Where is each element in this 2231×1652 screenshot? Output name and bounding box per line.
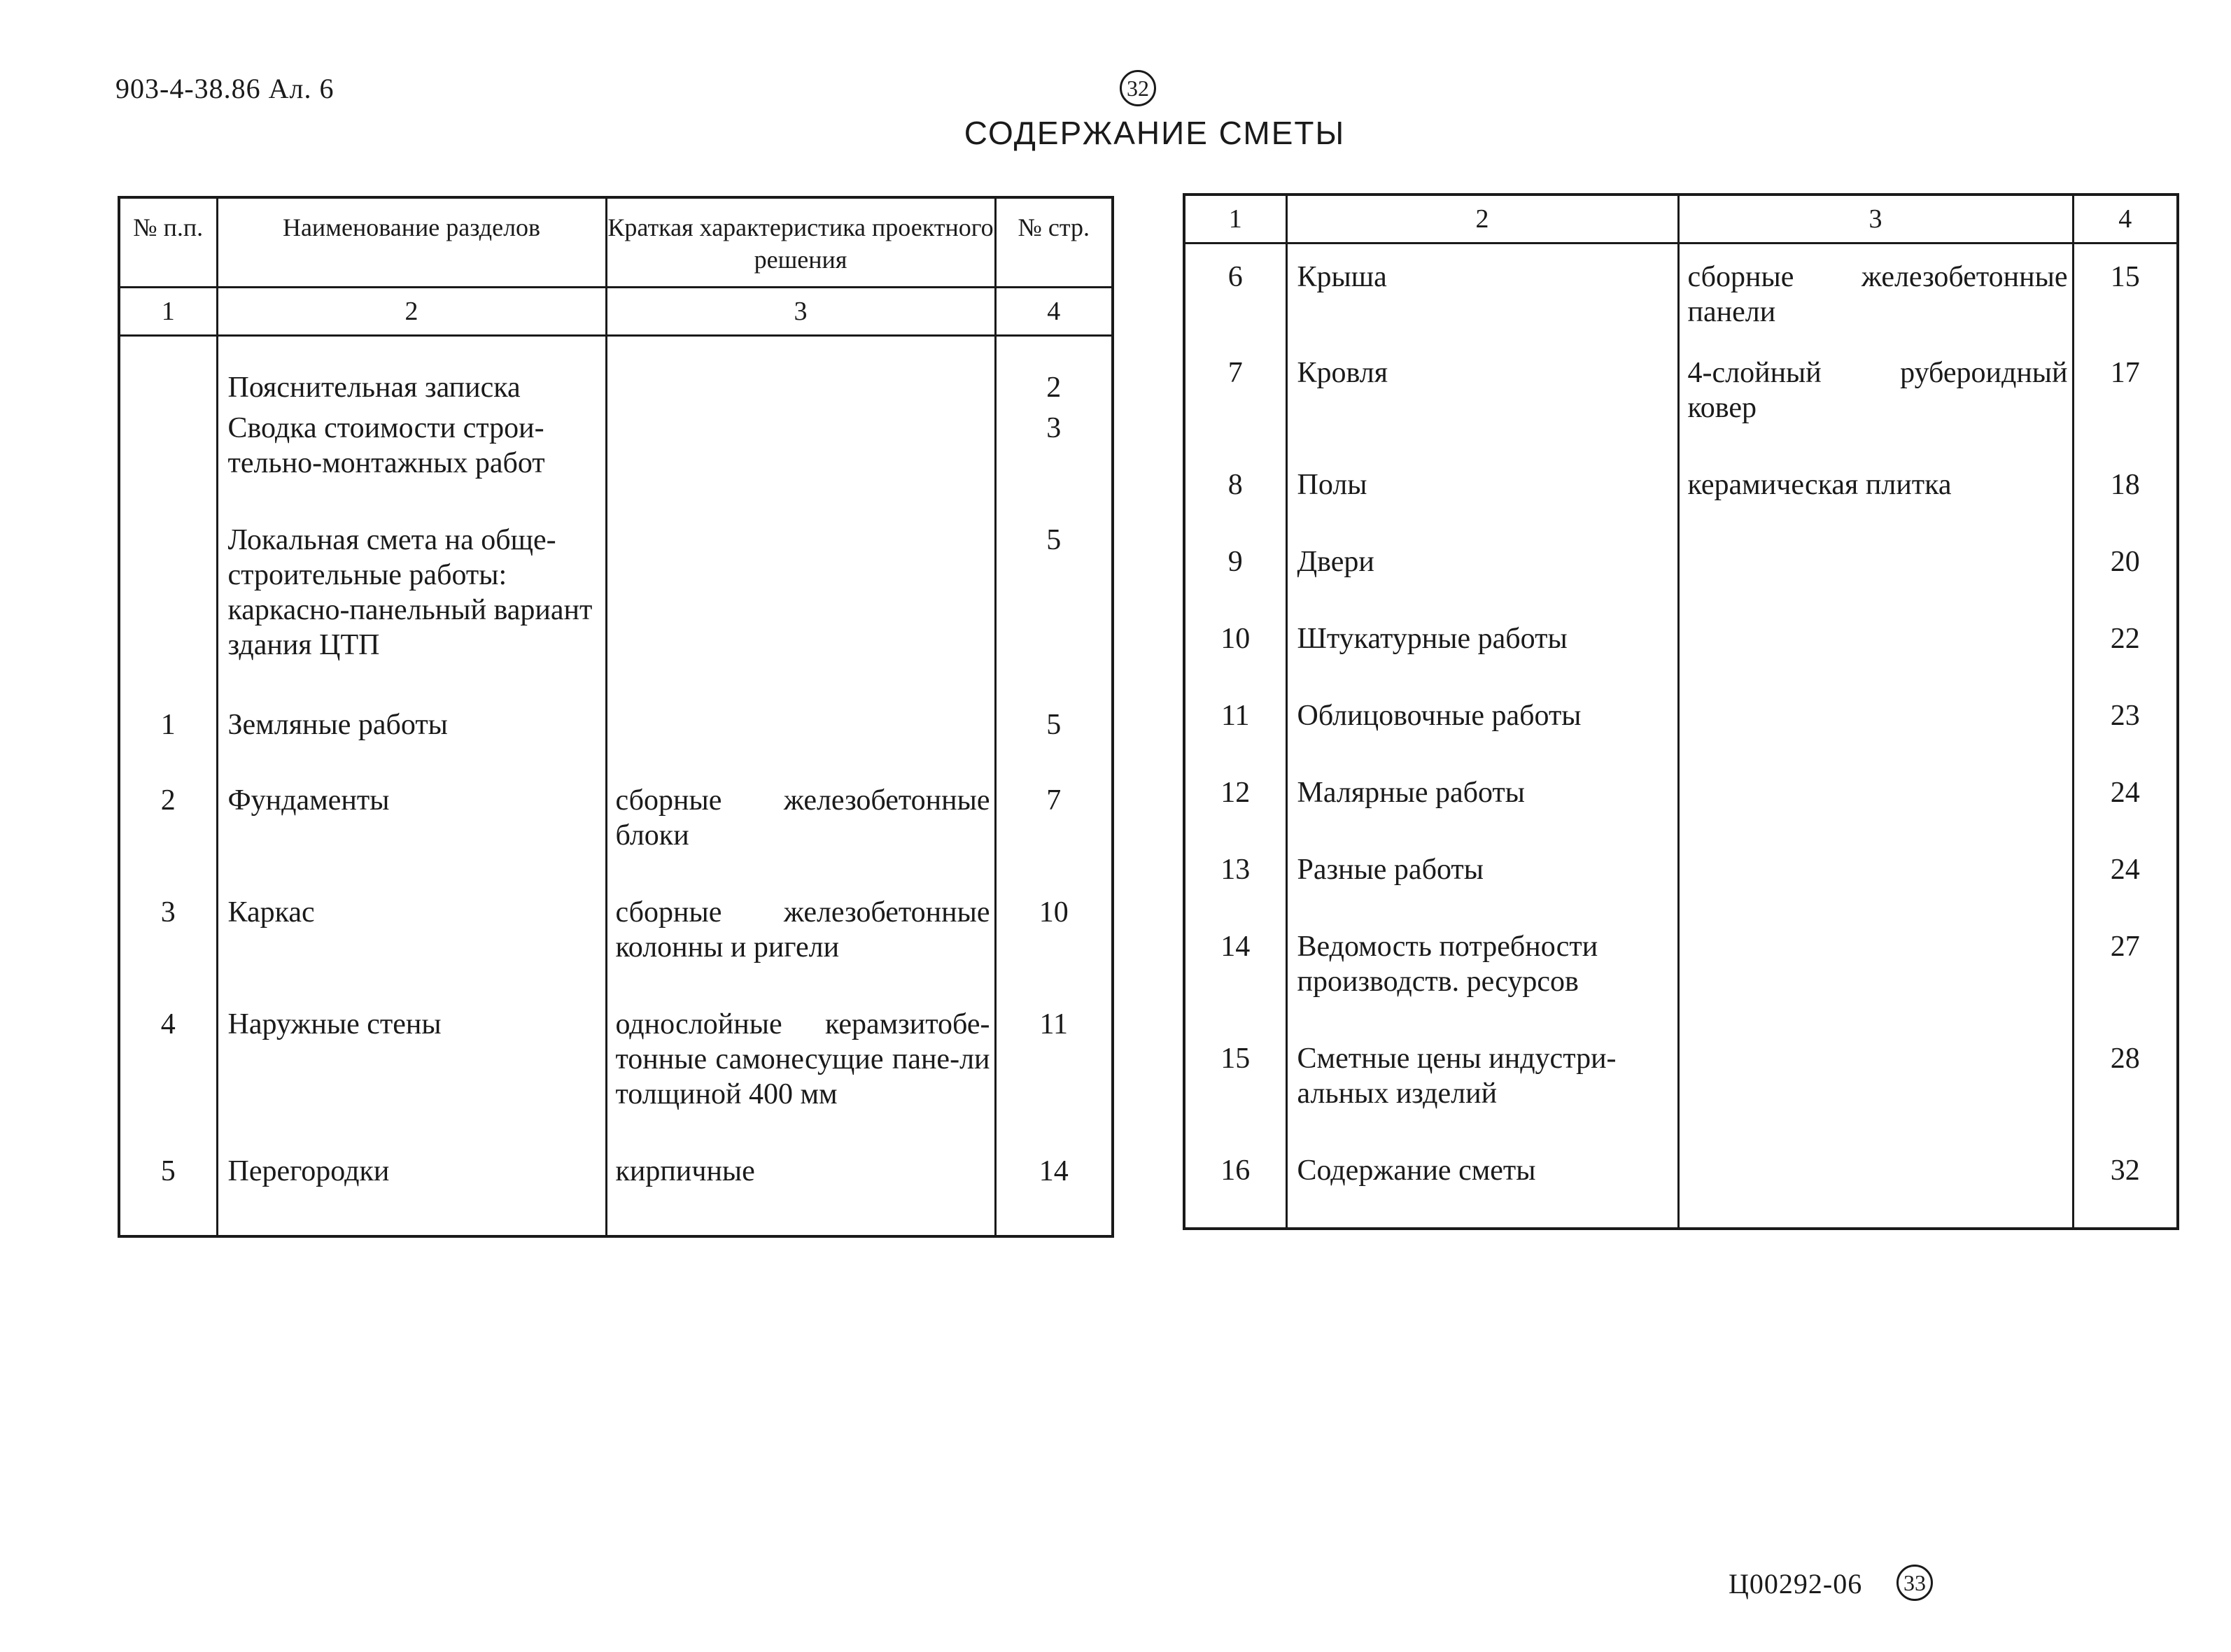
row-page: 23 <box>2073 698 2178 775</box>
row-page: 24 <box>2073 852 2178 929</box>
row-number: 2 <box>119 783 217 895</box>
row-description: сборные железобетонные блоки <box>606 783 995 895</box>
table-row <box>1184 929 2178 1041</box>
row-page: 20 <box>2073 544 2178 621</box>
table-row <box>1184 621 2178 698</box>
row-number: 14 <box>1184 929 1286 1041</box>
row-number: 16 <box>1184 1153 1286 1229</box>
col-number-2: 2 <box>1286 195 1678 243</box>
table-row <box>1184 467 2178 544</box>
row-description <box>606 335 995 411</box>
row-name: Наружные стены <box>217 1007 606 1154</box>
row-number: 12 <box>1184 775 1286 852</box>
row-description <box>1678 698 2073 775</box>
row-number: 8 <box>1184 467 1286 544</box>
row-name: Фундаменты <box>217 783 606 895</box>
row-page: 7 <box>995 783 1113 895</box>
col-number-1: 1 <box>119 287 217 335</box>
row-page: 28 <box>2073 1041 2178 1153</box>
col-number-4: 4 <box>2073 195 2178 243</box>
table-row <box>119 783 1113 895</box>
table-row <box>1184 1153 2178 1229</box>
row-page: 11 <box>995 1007 1113 1154</box>
row-page: 5 <box>995 707 1113 783</box>
row-name: Ведомость потребности производств. ресурсов <box>1286 929 1678 1041</box>
row-description <box>1678 929 2073 1041</box>
table-row <box>1184 698 2178 775</box>
row-name: Облицовочные работы <box>1286 698 1678 775</box>
row-name: Пояснительная записка <box>217 335 606 411</box>
col-header-page: № стр. <box>995 197 1113 287</box>
row-page: 18 <box>2073 467 2178 544</box>
page-title: СОДЕРЖАНИЕ СМЕТЫ <box>964 115 1346 151</box>
row-page: 32 <box>2073 1153 2178 1229</box>
row-description <box>606 707 995 783</box>
table-row <box>119 1154 1113 1236</box>
row-name: Штукатурные работы <box>1286 621 1678 698</box>
row-description: однослойные керамзитобе-тонные самонесущие пане-ли толщиной 400 мм <box>606 1007 995 1154</box>
col-header-section-name: Наименование разделов <box>217 197 606 287</box>
row-name: Крыша <box>1286 243 1678 355</box>
row-description <box>1678 544 2073 621</box>
col-header-description: Краткая характеристика проектного решения <box>606 197 995 287</box>
row-page: 22 <box>2073 621 2178 698</box>
row-description <box>1678 1153 2073 1229</box>
col-number-2: 2 <box>217 287 606 335</box>
row-number: 3 <box>119 895 217 1007</box>
row-number <box>119 523 217 707</box>
col-number-3: 3 <box>606 287 995 335</box>
row-page: 5 <box>995 523 1113 707</box>
col-header-number: № п.п. <box>119 197 217 287</box>
row-name: Полы <box>1286 467 1678 544</box>
row-name: Перегородки <box>217 1154 606 1236</box>
row-name: Каркас <box>217 895 606 1007</box>
row-name: Кровля <box>1286 355 1678 467</box>
row-number: 5 <box>119 1154 217 1236</box>
col-number-1: 1 <box>1184 195 1286 243</box>
table-row <box>1184 1041 2178 1153</box>
row-number: 13 <box>1184 852 1286 929</box>
row-name: Малярные работы <box>1286 775 1678 852</box>
document-cipher: Ц00292-06 <box>1729 1568 1863 1600</box>
document-code: 903-4-38.86 Ал. 6 <box>115 73 335 104</box>
table-row <box>1184 243 2178 355</box>
table-row <box>119 707 1113 783</box>
row-page: 15 <box>2073 243 2178 355</box>
row-number <box>119 335 217 411</box>
row-page: 24 <box>2073 775 2178 852</box>
row-number: 15 <box>1184 1041 1286 1153</box>
table-row <box>1184 544 2178 621</box>
row-description <box>606 523 995 707</box>
row-page: 14 <box>995 1154 1113 1236</box>
contents-table-left <box>118 196 1114 1238</box>
table-row <box>1184 355 2178 467</box>
sheet-mark-circle: 33 <box>1896 1565 1933 1601</box>
row-number: 1 <box>119 707 217 783</box>
table-row <box>119 1007 1113 1154</box>
row-name: Содержание сметы <box>1286 1153 1678 1229</box>
row-description: 4-слойный рубероидный ковер <box>1678 355 2073 467</box>
row-number: 9 <box>1184 544 1286 621</box>
row-page: 27 <box>2073 929 2178 1041</box>
row-number: 6 <box>1184 243 1286 355</box>
table-row <box>119 411 1113 523</box>
row-page: 10 <box>995 895 1113 1007</box>
row-description <box>1678 775 2073 852</box>
row-number: 4 <box>119 1007 217 1154</box>
row-description: сборные железобетонные колонны и ригели <box>606 895 995 1007</box>
row-number: 11 <box>1184 698 1286 775</box>
row-description <box>1678 1041 2073 1153</box>
table-row <box>119 335 1113 411</box>
row-name: Земляные работы <box>217 707 606 783</box>
row-name: Сводка стоимости строи-тельно-монтажных работ <box>217 411 606 523</box>
table-row <box>119 895 1113 1007</box>
row-description <box>1678 621 2073 698</box>
row-name: Двери <box>1286 544 1678 621</box>
col-number-4: 4 <box>995 287 1113 335</box>
row-description: кирпичные <box>606 1154 995 1236</box>
row-page: 17 <box>2073 355 2178 467</box>
row-description <box>1678 852 2073 929</box>
row-description: керамическая плитка <box>1678 467 2073 544</box>
page-mark-circle: 32 <box>1120 70 1156 106</box>
row-number: 7 <box>1184 355 1286 467</box>
row-number: 10 <box>1184 621 1286 698</box>
row-name: Локальная смета на обще-строительные работы: каркасно-панельный вариант здания ЦТП <box>217 523 606 707</box>
table-row <box>1184 852 2178 929</box>
row-page: 2 <box>995 335 1113 411</box>
table-row <box>119 523 1113 707</box>
row-number <box>119 411 217 523</box>
contents-table-right <box>1183 193 2179 1230</box>
row-page: 3 <box>995 411 1113 523</box>
row-description: сборные железобетонные панели <box>1678 243 2073 355</box>
table-row <box>1184 775 2178 852</box>
col-number-3: 3 <box>1678 195 2073 243</box>
row-name: Сметные цены индустри-альных изделий <box>1286 1041 1678 1153</box>
row-description <box>606 411 995 523</box>
row-name: Разные работы <box>1286 852 1678 929</box>
